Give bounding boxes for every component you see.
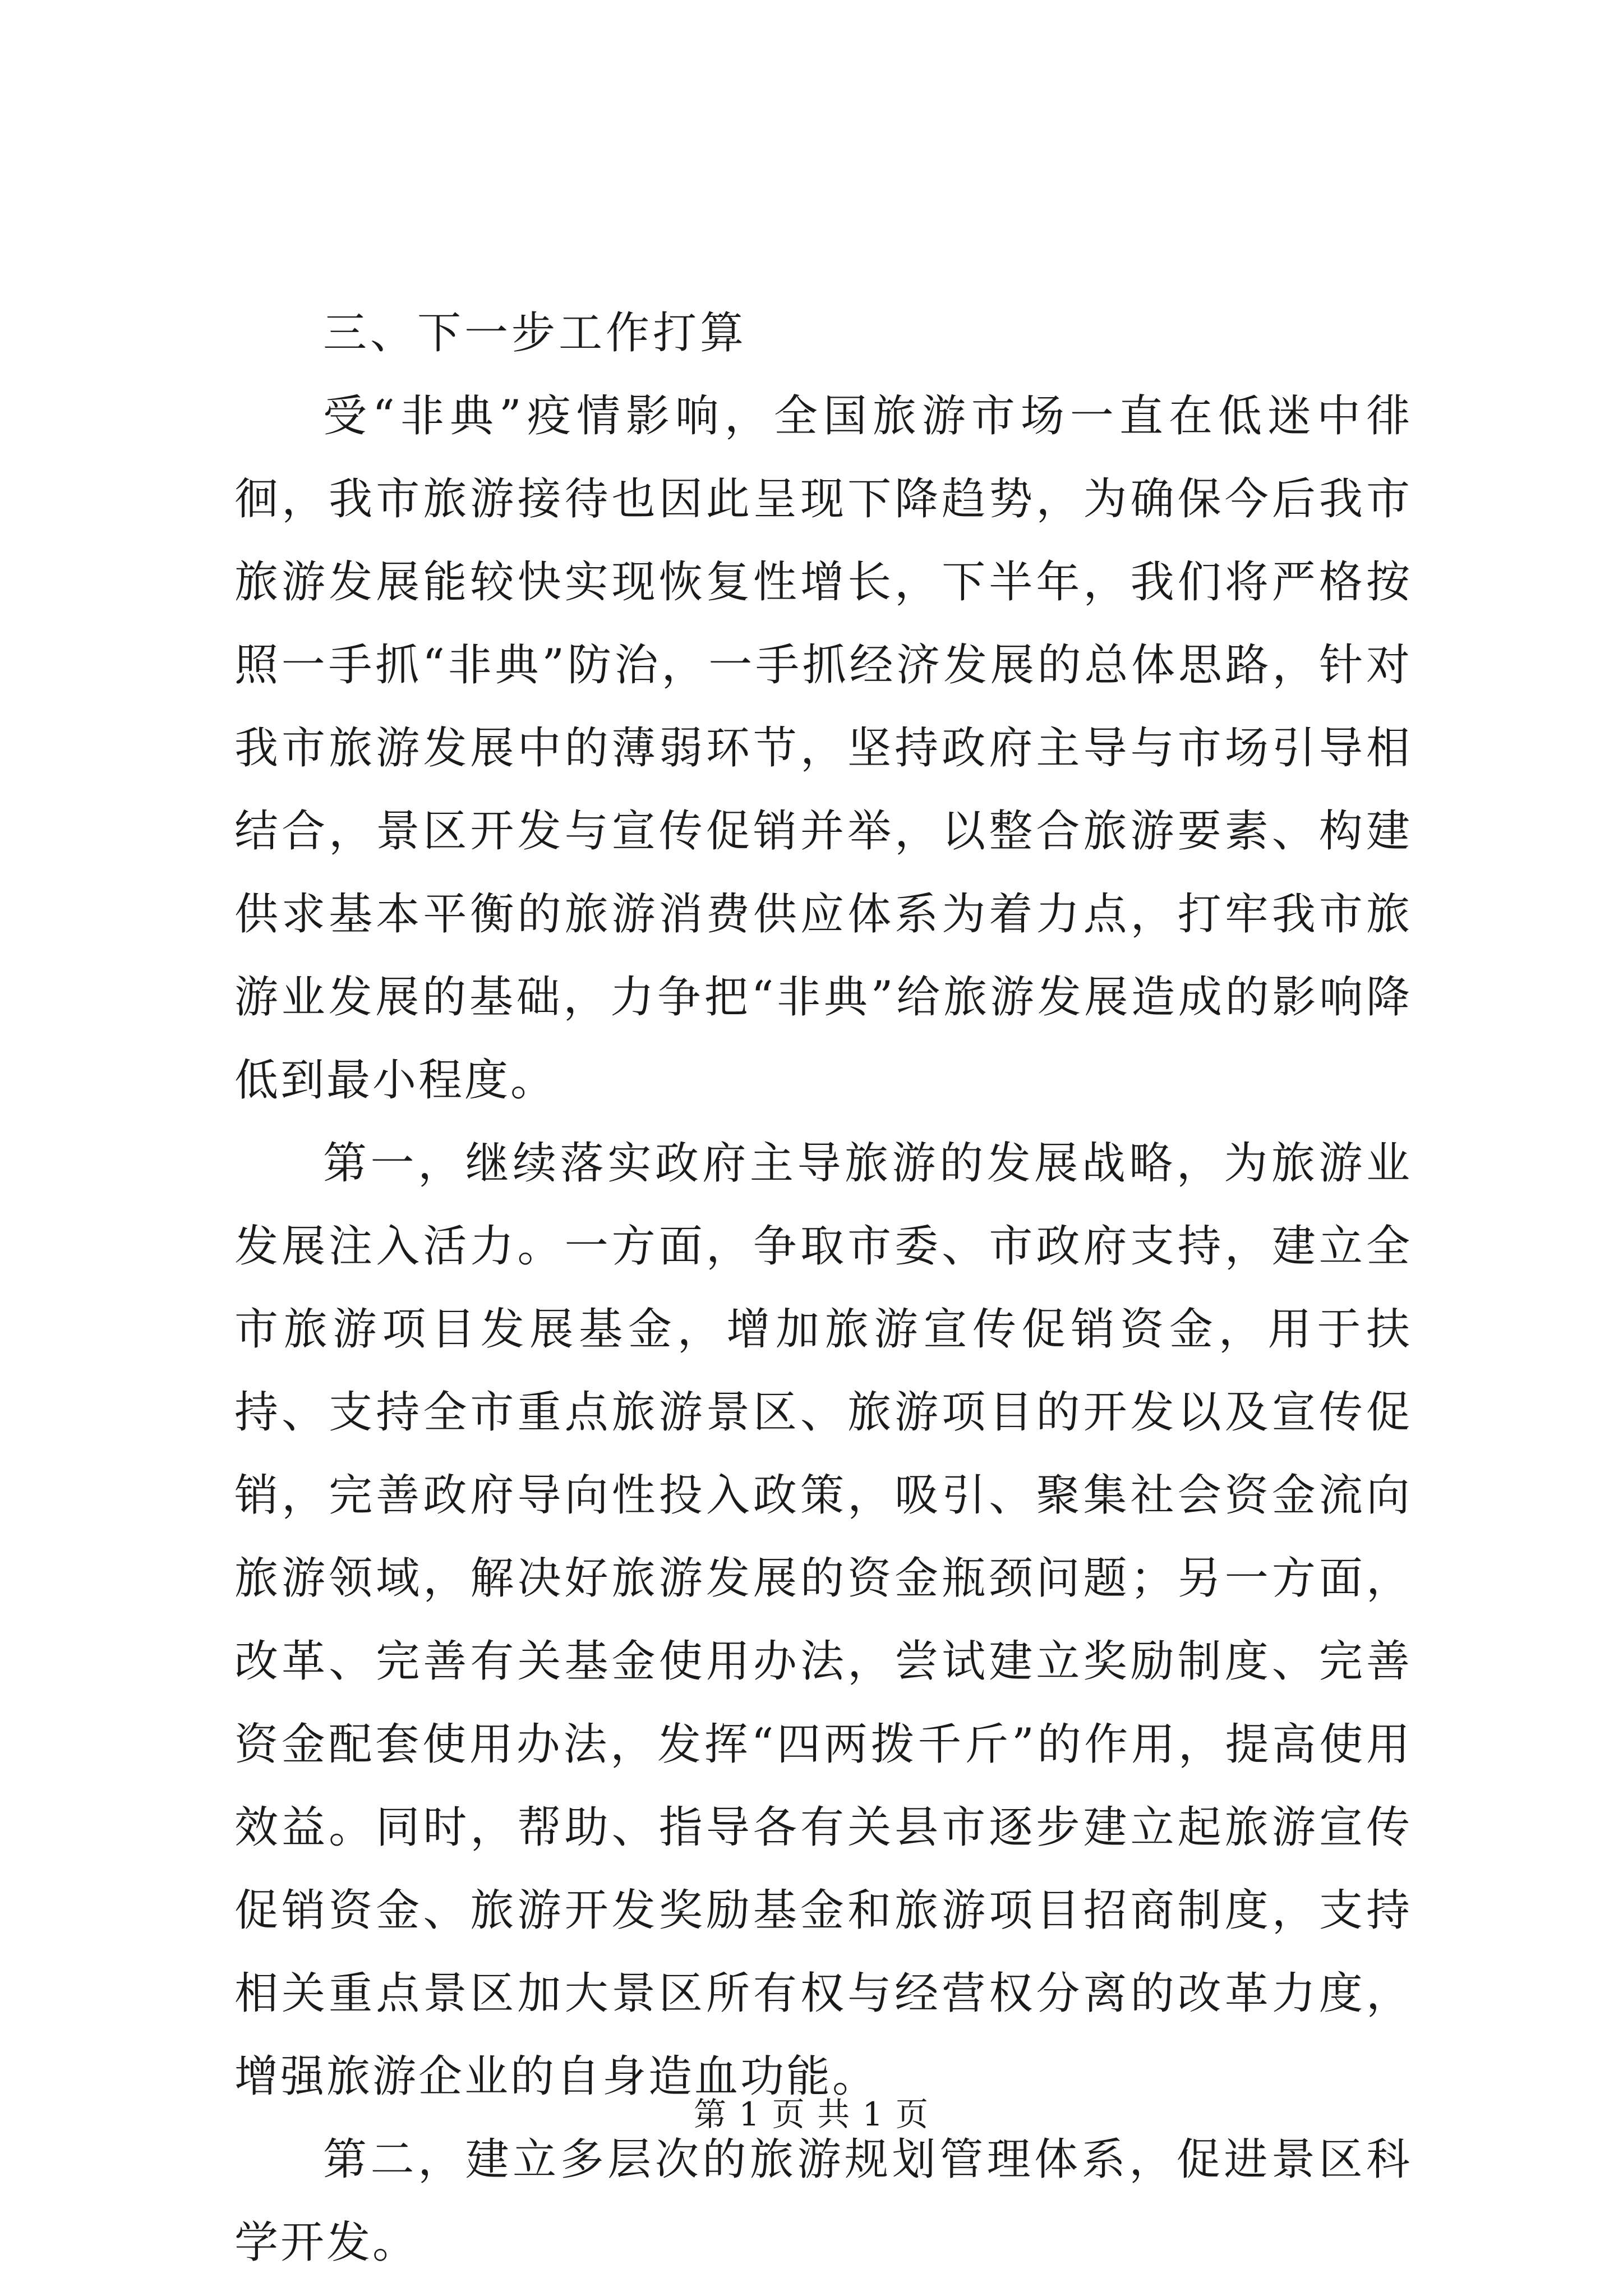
document-body [234, 292, 1412, 2284]
page-footer: 第 1 页 共 1 页 [694, 2095, 929, 2133]
paragraph-first: 第一，继续落实政府主导旅游的发展战略，为旅游业发展注入活力。一方面，争取市委、市政府支持，建立全市旅游项目发展基金，增加旅游宣传促销资金，用于扶持、支持全市重点旅游景区、旅游项目的开发以及宣传促销，完善政府导向性投入政策，吸引、聚集社会资金流向旅游领域，解决好旅游发展的资金瓶颈问题；另一方面，改革、完善有关基金使用办法，尝试建立奖励制度、完善资金配套使用办法，发挥“四两拨千斤”的作用，提高使用效益。同时，帮助、指导各有关县市逐步建立起旅游宣传促销资金、旅游开发奖励基金和旅游项目招商制度，支持相关重点景区加大景区所有权与经营权分离的改革力度，增强旅游企业的自身造血功能。 [234, 1138, 1412, 2102]
paragraph-intro: 受“非典”疫情影响，全国旅游市场一直在低迷中徘徊，我市旅游接待也因此呈现下降趋势，为确保今后我市旅游发展能较快实现恢复性增长，下半年，我们将严格按照一手抓“非典”防治，一手抓经济发展的总体思路，针对我市旅游发展中的薄弱环节，坚持政府主导与市场引导相结合，景区开发与宣传促销并举，以整合旅游要素、构建供求基本平衡的旅游消费供应体系为着力点，打牢我市旅游业发展的基础，力争把“非典”给旅游发展造成的影响降低到最小程度。 [234, 391, 1412, 1106]
paragraph-second: 第二，建立多层次的旅游规划管理体系，促进景区科学开发。 [234, 2134, 1412, 2268]
section-heading: 三、下一步工作打算 [323, 308, 748, 358]
